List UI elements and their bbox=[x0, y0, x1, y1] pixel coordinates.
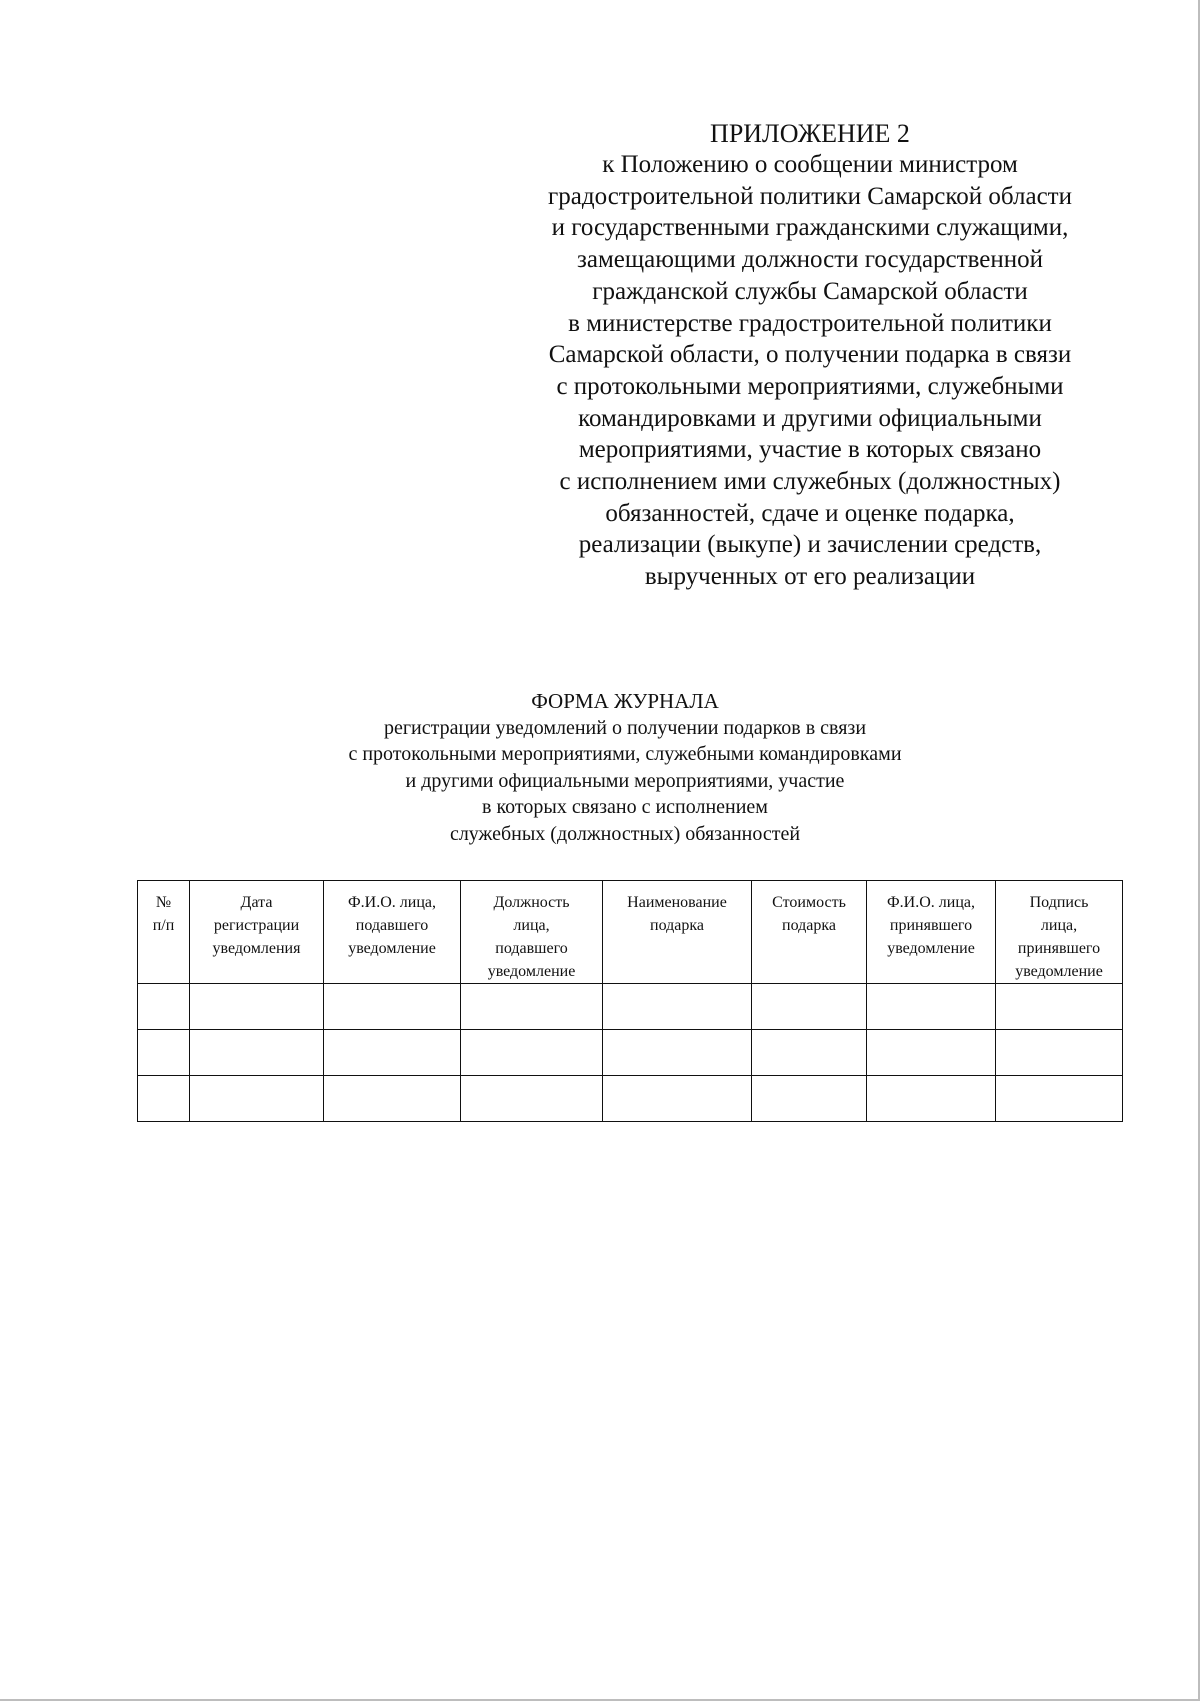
appendix-line: мероприятиями, участие в которых связано bbox=[578, 436, 1042, 464]
appendix-line: градостроительной политики Самарской области bbox=[548, 182, 1072, 210]
table-cell bbox=[324, 1030, 461, 1076]
appendix-line: с протокольными мероприятиями, служебными bbox=[556, 372, 1064, 400]
table-cell bbox=[752, 1076, 867, 1122]
table-cell bbox=[190, 984, 324, 1030]
table-cell bbox=[996, 1030, 1123, 1076]
appendix-line: реализации (выкупе) и зачислении средств, bbox=[578, 531, 1042, 559]
header-gift-name bbox=[603, 881, 752, 984]
table-cell bbox=[996, 1076, 1123, 1122]
appendix-line: обязанностей, сдаче и оценке подарка, bbox=[605, 499, 1015, 527]
form-subtitle-line: служебных (должностных) обязанностей bbox=[449, 822, 801, 845]
table-body bbox=[138, 984, 1123, 1122]
header-text: принявшего bbox=[889, 917, 973, 934]
header-text: подарка bbox=[650, 917, 704, 934]
table-cell bbox=[190, 1030, 324, 1076]
appendix-title: ПРИЛОЖЕНИЕ 2 bbox=[710, 119, 910, 148]
header-text: уведомления bbox=[212, 940, 301, 957]
header-text: Должность bbox=[493, 894, 570, 911]
header-text: п/п bbox=[152, 917, 175, 934]
table-cell bbox=[603, 1076, 752, 1122]
appendix-line: в министерстве градостроительной политики bbox=[568, 309, 1052, 337]
header-text: подарка bbox=[782, 917, 836, 934]
table-row bbox=[138, 1076, 1123, 1122]
header-text: Дата bbox=[240, 894, 273, 911]
header-text: подавшего bbox=[495, 940, 568, 957]
form-subtitle-line: с протокольными мероприятиями, служебными командировками bbox=[348, 743, 902, 766]
table-cell bbox=[138, 1076, 190, 1122]
header-text: подавшего bbox=[355, 917, 429, 934]
header-text: Ф.И.О. лица, bbox=[348, 894, 436, 911]
table-cell bbox=[461, 1030, 603, 1076]
journal-table bbox=[137, 880, 1123, 1122]
appendix-line: Самарской области, о получении подарка в связи bbox=[548, 341, 1072, 369]
appendix-line: вырученных от его реализации bbox=[644, 563, 976, 591]
table-cell bbox=[752, 1030, 867, 1076]
header-text: уведомление bbox=[348, 940, 436, 957]
table-cell bbox=[190, 1076, 324, 1122]
table-cell bbox=[996, 984, 1123, 1030]
appendix-line: замещающими должности государственной bbox=[577, 246, 1043, 274]
form-subtitle-line: регистрации уведомлений о получении подарков в связи bbox=[383, 717, 867, 739]
header-registration-date bbox=[190, 881, 324, 984]
table-cell bbox=[752, 984, 867, 1030]
header-text: Подпись bbox=[1029, 894, 1089, 911]
appendix-line: командировками и другими официальными bbox=[578, 404, 1042, 432]
appendix-line: гражданской службы Самарской области bbox=[592, 277, 1028, 305]
table-cell bbox=[867, 984, 996, 1030]
appendix-line: к Положению о сообщении министром bbox=[602, 151, 1018, 178]
header-receiver-name bbox=[867, 881, 996, 984]
table-cell bbox=[324, 984, 461, 1030]
table-cell bbox=[603, 984, 752, 1030]
table-cell bbox=[461, 1076, 603, 1122]
header-text: регистрации bbox=[213, 917, 300, 934]
header-text: уведомление bbox=[887, 940, 975, 957]
table-cell bbox=[867, 1030, 996, 1076]
form-subtitle-line: в которых связано с исполнением bbox=[482, 796, 768, 819]
table-cell bbox=[461, 984, 603, 1030]
header-text: Ф.И.О. лица, bbox=[887, 894, 975, 911]
header-text: принявшего bbox=[1017, 940, 1101, 957]
table-cell bbox=[324, 1076, 461, 1122]
header-gift-value bbox=[752, 881, 867, 984]
appendix-block bbox=[500, 118, 1120, 593]
table-cell bbox=[603, 1030, 752, 1076]
header-text: лица, bbox=[513, 917, 550, 934]
header-receiver-signature bbox=[996, 881, 1123, 984]
header-submitter-position bbox=[461, 881, 603, 984]
header-text: уведомление bbox=[487, 963, 576, 980]
form-title: ФОРМА ЖУРНАЛА bbox=[531, 689, 719, 713]
appendix-line: и государственными гражданскими служащими, bbox=[551, 214, 1069, 242]
table-header-row bbox=[138, 881, 1123, 984]
header-text: Стоимость bbox=[772, 894, 846, 911]
table-cell bbox=[138, 984, 190, 1030]
table-row bbox=[138, 1030, 1123, 1076]
header-text: уведомление bbox=[1015, 963, 1103, 980]
table-cell bbox=[867, 1076, 996, 1122]
header-text: лица, bbox=[1040, 917, 1078, 934]
form-heading bbox=[125, 688, 1125, 847]
header-text: № bbox=[155, 894, 172, 911]
form-subtitle-line: и другими официальными мероприятиями, участие bbox=[405, 769, 845, 792]
appendix-line: с исполнением ими служебных (должностных) bbox=[559, 468, 1061, 496]
table-row bbox=[138, 984, 1123, 1030]
table-cell bbox=[138, 1030, 190, 1076]
header-submitter-name bbox=[324, 881, 461, 984]
header-text: Наименование bbox=[627, 894, 727, 911]
header-number bbox=[138, 881, 190, 984]
